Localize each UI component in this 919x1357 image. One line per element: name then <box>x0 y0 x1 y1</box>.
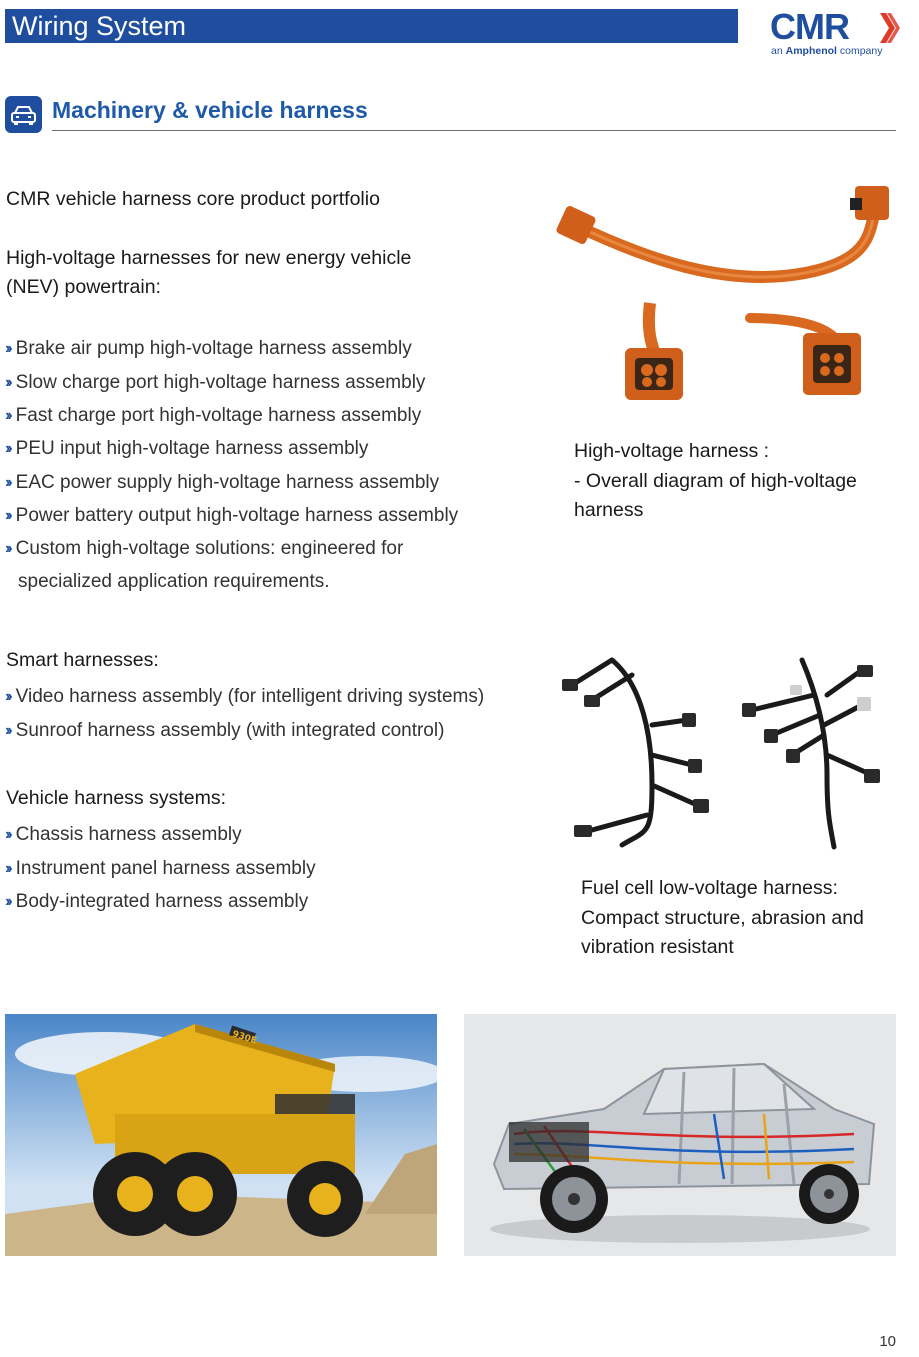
list-item: ›› Slow charge port high-voltage harness assembly <box>5 372 426 393</box>
list-item: ›› Power battery output high-voltage harness assembly <box>5 505 459 526</box>
fuel-cell-caption: Fuel cell low-voltage harness: Compact structure, abrasion and vibration resistant <box>581 877 864 958</box>
cmr-logo <box>770 8 900 58</box>
list-item: ›› Chassis harness assembly <box>5 824 242 845</box>
hv-harness-image <box>555 178 895 418</box>
smart-heading: Smart harnesses: <box>6 649 159 671</box>
list-item: ›› Custom high-voltage solutions: engineered for <box>5 538 404 559</box>
intro-text: CMR vehicle harness core product portfolio <box>6 188 380 210</box>
list-item-continuation: specialized application requirements. <box>18 571 330 592</box>
section-divider <box>52 130 896 131</box>
list-item: ›› Body-integrated harness assembly <box>5 891 309 912</box>
logo-chevron-icon <box>878 11 900 45</box>
list-item: ›› Sunroof harness assembly (with integrated control) <box>5 720 445 741</box>
list-item: ›› Brake air pump high-voltage harness assembly <box>5 338 412 359</box>
truck-model-plate: 930E <box>230 1029 258 1047</box>
section-title: Machinery & vehicle harness <box>52 97 368 123</box>
list-item: ›› Instrument panel harness assembly <box>5 858 316 879</box>
hv-caption: High-voltage harness : - Overall diagram of high-voltage harness <box>574 440 857 521</box>
page-title: Wiring System <box>12 11 187 41</box>
page-number: 10 <box>879 1333 896 1350</box>
car-icon <box>5 96 42 133</box>
logo-tagline: an Amphenol company <box>771 45 883 57</box>
hv-heading-line2: (NEV) powertrain: <box>6 276 161 298</box>
list-item: ›› EAC power supply high-voltage harness assembly <box>5 472 440 493</box>
hv-heading-line1: High-voltage harnesses for new energy vehicle <box>6 247 412 269</box>
list-item: ›› Fast charge port high-voltage harness assembly <box>5 405 422 426</box>
list-item: ›› PEU input high-voltage harness assembly <box>5 438 369 459</box>
mining-truck-photo <box>5 1014 437 1256</box>
car-harness-photo <box>464 1014 896 1256</box>
logo-wordmark: CMR <box>770 6 849 47</box>
list-item: ›› Video harness assembly (for intelligent driving systems) <box>5 686 485 707</box>
vehicle-heading: Vehicle harness systems: <box>6 787 227 809</box>
fuel-cell-harness-image <box>552 655 887 851</box>
